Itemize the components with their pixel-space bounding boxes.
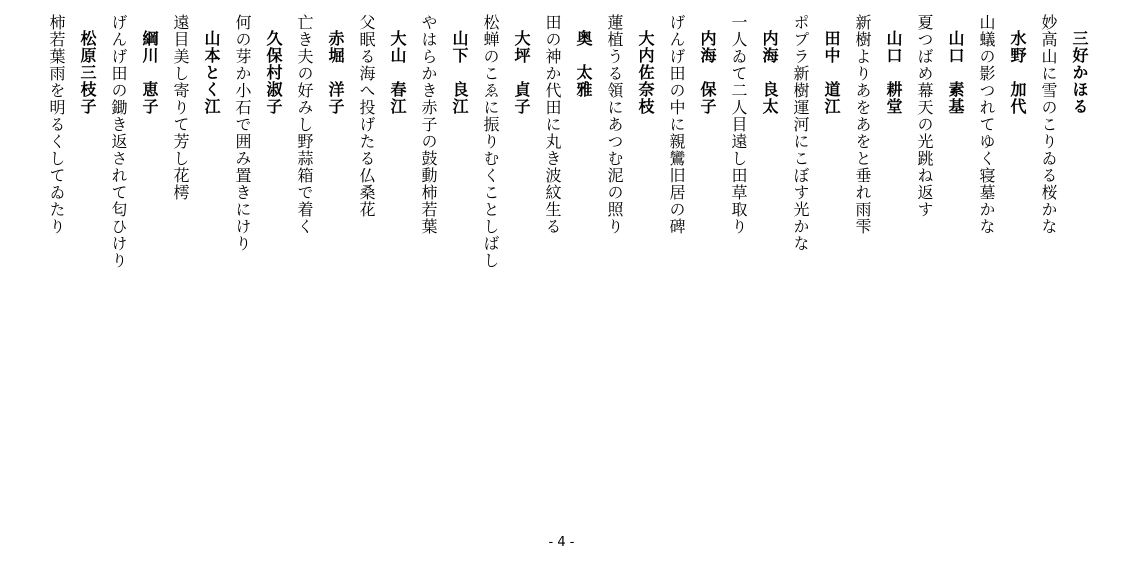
author-name: 大坪 貞子 — [512, 30, 531, 115]
haiku-entry — [839, 14, 901, 314]
author-name: 大山 春江 — [388, 30, 407, 115]
haiku-text: 柿若葉雨を明るくしてゐたり — [47, 14, 66, 235]
haiku-entry — [901, 14, 963, 314]
haiku-text: 遠目美し寄りて芳し花樗 — [171, 14, 190, 201]
haiku-entry — [467, 14, 529, 314]
haiku-list — [33, 14, 1087, 314]
author-name: 山口 耕堂 — [884, 30, 903, 115]
haiku-text: げんげ田の中に親鸞旧居の碑 — [667, 14, 686, 235]
haiku-entry — [529, 14, 591, 314]
haiku-text: 一人ゐて二人目遠し田草取り — [729, 14, 748, 235]
haiku-entry — [591, 14, 653, 314]
haiku-text: 松蝉のこゑに振りむくことしばし — [481, 14, 500, 269]
author-name: 内海 良太 — [760, 30, 779, 115]
haiku-text: 蓮植うる領にあつむ泥の照り — [605, 14, 624, 235]
author-name: 水野 加代 — [1008, 30, 1027, 115]
haiku-entry — [1025, 14, 1087, 314]
author-name: 奥 太雅 — [574, 30, 593, 98]
haiku-text: 亡き夫の好みし野蒜箱で着く — [295, 14, 314, 235]
haiku-entry — [715, 14, 777, 314]
haiku-text: げんげ田の鋤き返されて匂ひけり — [109, 14, 128, 269]
author-name: 松原三枝子 — [78, 30, 97, 115]
author-name: 大内佐奈枝 — [636, 30, 655, 115]
haiku-text: 田の神か代田に丸き波紋生る — [543, 14, 562, 235]
author-name: 三好かほる — [1070, 30, 1089, 115]
haiku-text: 妙高山に雪のこりゐる桜かな — [1039, 14, 1058, 235]
haiku-entry — [963, 14, 1025, 314]
haiku-entry — [777, 14, 839, 314]
author-name: 内海 保子 — [698, 30, 717, 115]
author-name: 田中 道江 — [822, 30, 841, 115]
author-name: 綱川 恵子 — [140, 30, 159, 115]
author-name: 久保村淑子 — [264, 30, 283, 115]
haiku-entry — [281, 14, 343, 314]
haiku-entry — [219, 14, 281, 314]
haiku-text: 父眠る海へ投げたる仏桑花 — [357, 14, 376, 218]
haiku-text: 新樹よりあをあをと垂れ雨雫 — [853, 14, 872, 235]
haiku-entry — [343, 14, 405, 314]
author-name: 山口 素基 — [946, 30, 965, 115]
haiku-entry — [157, 14, 219, 314]
author-name: 山下 良江 — [450, 30, 469, 115]
haiku-entry — [405, 14, 467, 314]
haiku-entry — [33, 14, 95, 314]
page-number: - 4 - — [548, 535, 575, 550]
haiku-entry — [95, 14, 157, 314]
haiku-text: 夏つばめ幕天の光跳ね返す — [915, 14, 934, 218]
haiku-text: ポプラ新樹運河にこぼす光かな — [791, 14, 810, 252]
haiku-text: やはらかき赤子の鼓動柿若葉 — [419, 14, 438, 235]
author-name: 赤堀 洋子 — [326, 30, 345, 115]
haiku-entry — [653, 14, 715, 314]
haiku-text: 何の芽か小石で囲み置きにけり — [233, 14, 252, 252]
haiku-text: 山蟻の影つれてゆく寝墓かな — [977, 14, 996, 235]
author-name: 山本とく江 — [202, 30, 221, 115]
